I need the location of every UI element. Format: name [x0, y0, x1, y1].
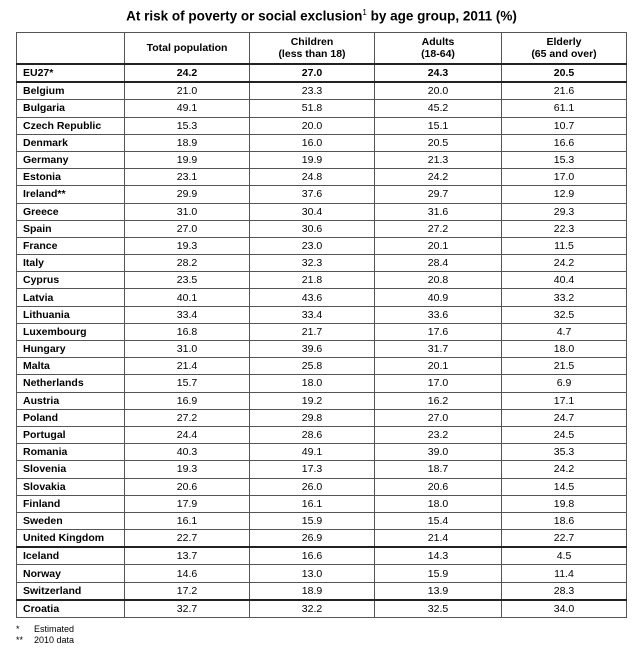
cell-total: 27.2	[125, 409, 250, 426]
cell-children: 49.1	[250, 444, 375, 461]
cell-country: Lithuania	[17, 306, 125, 323]
table-row	[17, 565, 627, 582]
footnote-2: ** 2010 data	[16, 635, 75, 645]
cell-elderly: 11.4	[502, 565, 627, 582]
cell-adults: 18.0	[375, 495, 502, 512]
cell-adults: 24.2	[375, 169, 502, 186]
cell-children: 21.8	[250, 272, 375, 289]
cell-total: 17.9	[125, 495, 250, 512]
cell-elderly: 24.2	[502, 461, 627, 478]
cell-elderly: 11.5	[502, 237, 627, 254]
cell-children: 23.3	[250, 82, 375, 100]
header-elderly: Elderly (65 and over)	[502, 33, 627, 65]
cell-adults: 21.3	[375, 151, 502, 168]
cell-elderly: 22.7	[502, 530, 627, 548]
table-row	[17, 100, 627, 117]
cell-country: Belgium	[17, 82, 125, 100]
cell-adults: 32.5	[375, 600, 502, 618]
cell-adults: 23.2	[375, 426, 502, 443]
table-row	[17, 323, 627, 340]
cell-elderly: 33.2	[502, 289, 627, 306]
cell-children: 51.8	[250, 100, 375, 117]
cell-country: Bulgaria	[17, 100, 125, 117]
cell-country: Slovenia	[17, 461, 125, 478]
table-row	[17, 478, 627, 495]
cell-total: 14.6	[125, 565, 250, 582]
cell-country: Sweden	[17, 512, 125, 529]
cell-total: 32.7	[125, 600, 250, 618]
cell-total: 22.7	[125, 530, 250, 548]
cell-total: 19.9	[125, 151, 250, 168]
cell-children: 32.2	[250, 600, 375, 618]
cell-children: 18.9	[250, 582, 375, 600]
cell-elderly: 17.1	[502, 392, 627, 409]
table-body	[17, 64, 627, 618]
cell-country: Estonia	[17, 169, 125, 186]
cell-total: 49.1	[125, 100, 250, 117]
cell-total: 28.2	[125, 255, 250, 272]
cell-total: 21.4	[125, 358, 250, 375]
cell-country: Iceland	[17, 547, 125, 565]
cell-children: 15.9	[250, 512, 375, 529]
cell-total: 40.1	[125, 289, 250, 306]
cell-adults: 18.7	[375, 461, 502, 478]
cell-country: Slovakia	[17, 478, 125, 495]
cell-elderly: 32.5	[502, 306, 627, 323]
cell-elderly: 21.5	[502, 358, 627, 375]
title-footnote-marker: 1	[362, 8, 367, 17]
cell-country: Romania	[17, 444, 125, 461]
cell-elderly: 21.6	[502, 82, 627, 100]
cell-children: 39.6	[250, 341, 375, 358]
cell-country: Switzerland	[17, 582, 125, 600]
table-title	[0, 8, 643, 24]
table-row	[17, 600, 627, 618]
cell-elderly: 4.7	[502, 323, 627, 340]
cell-elderly: 10.7	[502, 117, 627, 134]
cell-adults: 33.6	[375, 306, 502, 323]
header-total: Total population	[125, 33, 250, 65]
cell-adults: 14.3	[375, 547, 502, 565]
cell-elderly: 24.2	[502, 255, 627, 272]
table-row	[17, 117, 627, 134]
table-row	[17, 426, 627, 443]
cell-total: 16.1	[125, 512, 250, 529]
cell-elderly: 12.9	[502, 186, 627, 203]
cell-adults: 20.1	[375, 237, 502, 254]
cell-elderly: 24.5	[502, 426, 627, 443]
cell-elderly: 6.9	[502, 375, 627, 392]
footnote-1: * Estimated	[16, 624, 75, 634]
cell-children: 37.6	[250, 186, 375, 203]
cell-total: 23.1	[125, 169, 250, 186]
cell-children: 18.0	[250, 375, 375, 392]
cell-total: 19.3	[125, 237, 250, 254]
cell-total: 19.3	[125, 461, 250, 478]
cell-adults: 31.6	[375, 203, 502, 220]
cell-elderly: 15.3	[502, 151, 627, 168]
table-row	[17, 203, 627, 220]
cell-elderly: 61.1	[502, 100, 627, 117]
cell-adults: 31.7	[375, 341, 502, 358]
cell-total: 31.0	[125, 341, 250, 358]
table-row	[17, 255, 627, 272]
cell-adults: 20.1	[375, 358, 502, 375]
cell-country: Norway	[17, 565, 125, 582]
cell-children: 30.6	[250, 220, 375, 237]
cell-children: 27.0	[250, 64, 375, 82]
cell-adults: 28.4	[375, 255, 502, 272]
cell-elderly: 20.5	[502, 64, 627, 82]
cell-elderly: 18.6	[502, 512, 627, 529]
cell-country: Denmark	[17, 134, 125, 151]
cell-adults: 27.2	[375, 220, 502, 237]
table-row	[17, 289, 627, 306]
title-text: At risk of poverty or social exclusion	[126, 8, 363, 24]
cell-elderly: 16.6	[502, 134, 627, 151]
cell-adults: 16.2	[375, 392, 502, 409]
footnotes	[16, 624, 74, 646]
cell-total: 17.2	[125, 582, 250, 600]
cell-total: 29.9	[125, 186, 250, 203]
header-children: Children (less than 18)	[250, 33, 375, 65]
cell-adults: 39.0	[375, 444, 502, 461]
cell-country: Netherlands	[17, 375, 125, 392]
cell-total: 27.0	[125, 220, 250, 237]
cell-country: Cyprus	[17, 272, 125, 289]
cell-children: 24.8	[250, 169, 375, 186]
cell-adults: 27.0	[375, 409, 502, 426]
cell-country: Ireland**	[17, 186, 125, 203]
cell-total: 18.9	[125, 134, 250, 151]
cell-country: Greece	[17, 203, 125, 220]
table-row	[17, 547, 627, 565]
cell-total: 16.8	[125, 323, 250, 340]
cell-adults: 21.4	[375, 530, 502, 548]
poverty-table	[16, 32, 627, 618]
cell-children: 13.0	[250, 565, 375, 582]
cell-children: 19.9	[250, 151, 375, 168]
cell-children: 28.6	[250, 426, 375, 443]
cell-children: 43.6	[250, 289, 375, 306]
cell-children: 30.4	[250, 203, 375, 220]
cell-total: 24.4	[125, 426, 250, 443]
cell-children: 26.9	[250, 530, 375, 548]
cell-adults: 13.9	[375, 582, 502, 600]
table-row	[17, 495, 627, 512]
cell-children: 20.0	[250, 117, 375, 134]
table-row	[17, 375, 627, 392]
cell-total: 33.4	[125, 306, 250, 323]
cell-country: Latvia	[17, 289, 125, 306]
table-row	[17, 341, 627, 358]
cell-total: 15.7	[125, 375, 250, 392]
table-row	[17, 134, 627, 151]
cell-elderly: 28.3	[502, 582, 627, 600]
cell-elderly: 4.5	[502, 547, 627, 565]
cell-children: 26.0	[250, 478, 375, 495]
table-row	[17, 64, 627, 82]
cell-total: 31.0	[125, 203, 250, 220]
cell-children: 19.2	[250, 392, 375, 409]
cell-total: 24.2	[125, 64, 250, 82]
table-row	[17, 409, 627, 426]
table-row	[17, 461, 627, 478]
cell-country: Portugal	[17, 426, 125, 443]
cell-elderly: 14.5	[502, 478, 627, 495]
cell-country: Malta	[17, 358, 125, 375]
cell-elderly: 19.8	[502, 495, 627, 512]
cell-elderly: 35.3	[502, 444, 627, 461]
cell-children: 25.8	[250, 358, 375, 375]
cell-country: EU27*	[17, 64, 125, 82]
cell-adults: 17.0	[375, 375, 502, 392]
cell-adults: 24.3	[375, 64, 502, 82]
table-row	[17, 272, 627, 289]
cell-total: 20.6	[125, 478, 250, 495]
cell-country: Austria	[17, 392, 125, 409]
cell-children: 16.6	[250, 547, 375, 565]
header-row	[17, 33, 627, 65]
table-row	[17, 392, 627, 409]
cell-elderly: 40.4	[502, 272, 627, 289]
cell-adults: 20.6	[375, 478, 502, 495]
cell-children: 16.1	[250, 495, 375, 512]
cell-total: 21.0	[125, 82, 250, 100]
cell-adults: 20.0	[375, 82, 502, 100]
cell-elderly: 34.0	[502, 600, 627, 618]
cell-country: Italy	[17, 255, 125, 272]
cell-country: Croatia	[17, 600, 125, 618]
header-adults: Adults (18-64)	[375, 33, 502, 65]
cell-adults: 15.4	[375, 512, 502, 529]
cell-adults: 20.8	[375, 272, 502, 289]
cell-total: 23.5	[125, 272, 250, 289]
cell-adults: 40.9	[375, 289, 502, 306]
table-row	[17, 306, 627, 323]
cell-children: 16.0	[250, 134, 375, 151]
cell-children: 21.7	[250, 323, 375, 340]
cell-country: Hungary	[17, 341, 125, 358]
cell-country: Poland	[17, 409, 125, 426]
cell-total: 16.9	[125, 392, 250, 409]
table-row	[17, 512, 627, 529]
table-row	[17, 186, 627, 203]
cell-total: 13.7	[125, 547, 250, 565]
cell-adults: 29.7	[375, 186, 502, 203]
table-row	[17, 582, 627, 600]
table-row	[17, 530, 627, 548]
cell-country: Luxembourg	[17, 323, 125, 340]
cell-elderly: 29.3	[502, 203, 627, 220]
cell-elderly: 22.3	[502, 220, 627, 237]
cell-country: Finland	[17, 495, 125, 512]
table-row	[17, 169, 627, 186]
table-row	[17, 358, 627, 375]
table-row	[17, 151, 627, 168]
cell-country: United Kingdom	[17, 530, 125, 548]
cell-adults: 17.6	[375, 323, 502, 340]
cell-children: 33.4	[250, 306, 375, 323]
table-row	[17, 237, 627, 254]
table-row	[17, 444, 627, 461]
cell-elderly: 17.0	[502, 169, 627, 186]
cell-elderly: 24.7	[502, 409, 627, 426]
cell-children: 32.3	[250, 255, 375, 272]
title-suffix: by age group, 2011 (%)	[366, 8, 517, 24]
cell-total: 40.3	[125, 444, 250, 461]
cell-country: Spain	[17, 220, 125, 237]
cell-children: 17.3	[250, 461, 375, 478]
cell-country: Germany	[17, 151, 125, 168]
cell-adults: 15.9	[375, 565, 502, 582]
table-row	[17, 220, 627, 237]
cell-adults: 15.1	[375, 117, 502, 134]
cell-children: 23.0	[250, 237, 375, 254]
cell-adults: 20.5	[375, 134, 502, 151]
cell-country: Czech Republic	[17, 117, 125, 134]
table-row	[17, 82, 627, 100]
cell-total: 15.3	[125, 117, 250, 134]
cell-adults: 45.2	[375, 100, 502, 117]
header-country	[17, 33, 125, 65]
cell-children: 29.8	[250, 409, 375, 426]
cell-elderly: 18.0	[502, 341, 627, 358]
cell-country: France	[17, 237, 125, 254]
